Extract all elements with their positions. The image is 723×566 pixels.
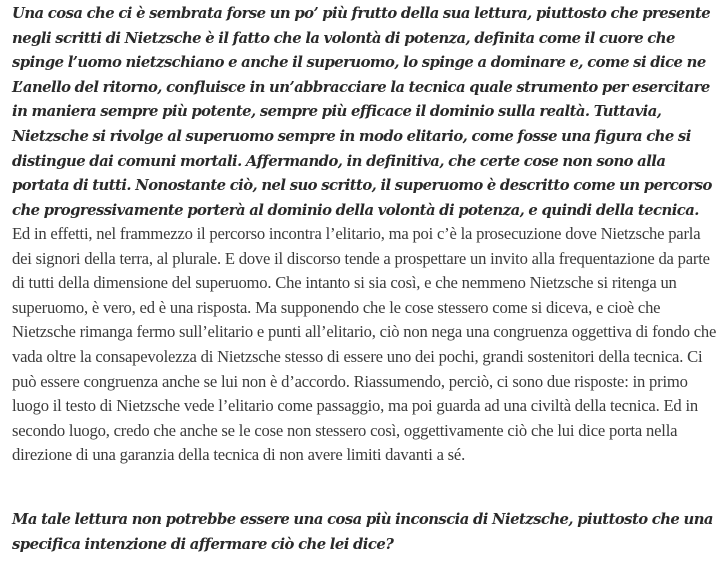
interview-question-paragraph: Ma tale lettura non potrebbe essere una cosa più inconscia di Nietzsche, piuttosto che una specifica intenzione di affermare ciò che lei dice? <box>12 511 713 553</box>
interview-question-paragraph: Una cosa che ci è sembrata forse un po’ più frutto della sua lettura, piuttosto che presente negli scritti di Nietzsche è il fatto che la volontà di potenza, definita come il cuore che spinge l’uomo nietzschiano e anche il superuomo, lo spinge a dominare e, come si dice ne L’anello del ritorno, confluisce in un’abbracciare la tecnica quale strumento per esercitare in maniera sempre più potente, sempre più efficace il dominio sulla realtà. Tuttavia, Nietzsche si rivolge al superuomo sempre in modo elitario, come fosse una figura che si distingue dai comuni mortali. Affermando, in definitiva, che certe cose non sono alla portata di tutti. Nonostante ciò, nel suo scritto, il superuomo è descritto come un percorso che progressivamente porterà al dominio della volontà di potenza, e quindi della tecnica. <box>12 5 712 219</box>
interview-answer-paragraph: Ed in effetti, nel frammezzo il percorso incontra l’elitario, ma poi c’è la prosecuzione dove Nietzsche parla dei signori della terra, al plurale. E dove il discorso tende a prospettare un invito alla frequentazione da parte di tutti della dimensione del superuomo. Che intanto si sia così, e che nemmeno Nietzsche si ritenga un superuomo, è vero, ed è una risposta. Ma supponendo che le cose stessero come si diceva, e cioè che Nietzsche rimanga fermo sull’elitario e punti all’elitario, ciò non nega una congruenza oggettiva di fondo che vada oltre la consapevolezza di Nietzsche stesso di essere uno dei pochi, grandi sostenitori della tecnica. Ci può essere congruenza anche se lui non è d’accordo. Riassumendo, perciò, ci sono due risposte: in primo luogo il testo di Nietzsche vede l’elitario come passaggio, ma poi guarda ad una civiltà della tecnica. Ed in secondo luogo, credo che anche se le cose non stessero così, oggettivamente ciò che lui dice porta nella direzione di una garanzia della tecnica di non avere limiti davanti a sé. <box>12 224 717 465</box>
